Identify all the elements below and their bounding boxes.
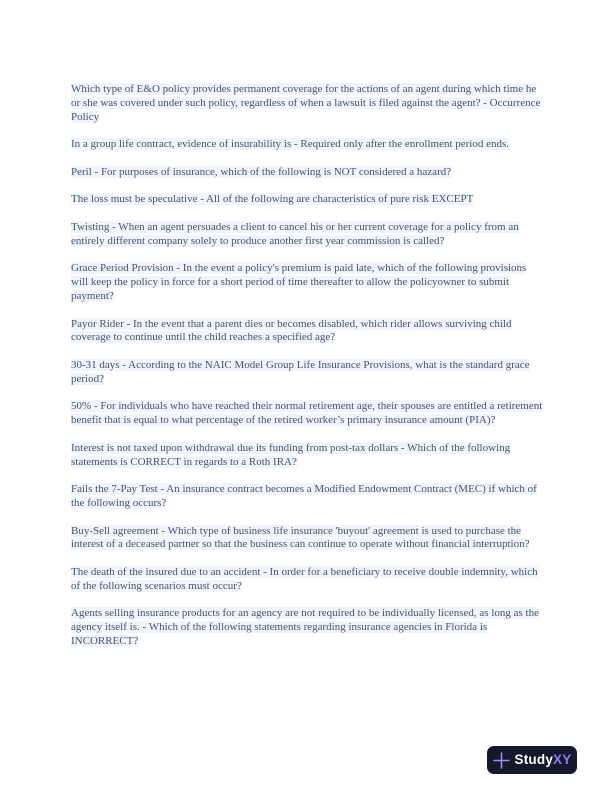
brand-name-suffix: XY [553, 752, 572, 768]
paragraph-text: 30-31 days - According to the NAIC Model Group Life Insurance Provisions, what is the standard grace period? [71, 358, 530, 385]
studyxy-brand-badge [487, 746, 577, 774]
paragraph-text: 50% - For individuals who have reached their normal retirement age, their spouses are entitled a retirement benefit that is equal to what percentage of the retired worker’s primary insurance amount (PIA)? [71, 400, 543, 427]
qa-paragraph [71, 607, 545, 648]
paragraph-text: The loss must be speculative - All of the following are characteristics of pure risk EXCEPT [71, 193, 474, 206]
paragraph-text: Peril - For purposes of insurance, which of the following is NOT considered a hazard? [71, 165, 452, 178]
paragraph-text: Interest is not taxed upon withdrawal due its funding from post-tax dollars - Which of the following statements is CORRECT in regards to a Roth IRA? [71, 441, 511, 468]
qa-paragraph [71, 166, 545, 180]
paragraph-text: Payor Rider - In the event that a parent dies or becomes disabled, which rider allows surviving child coverage to continue until the child reaches a specified age? [71, 317, 512, 344]
brand-name [515, 753, 572, 767]
qa-paragraph [71, 262, 545, 303]
qa-paragraph [71, 83, 545, 124]
qa-paragraph [71, 566, 545, 594]
qa-paragraph [71, 221, 545, 249]
document-content [71, 83, 545, 662]
brand-name-prefix: Study [514, 752, 554, 768]
qa-paragraph [71, 442, 545, 470]
paragraph-text: Twisting - When an agent persuades a client to cancel his or her current coverage for a policy from an entirely different company solely to produce another first year commission is called? [71, 220, 519, 247]
paragraph-text: Buy-Sell agreement - Which type of business life insurance 'buyout' agreement is used to purchase the interest of a deceased partner so that the business can continue to operate without financial interruption? [71, 524, 530, 551]
plus-icon [493, 752, 510, 769]
qa-paragraph [71, 138, 545, 152]
qa-paragraph [71, 359, 545, 387]
paragraph-text: In a group life contract, evidence of insurability is - Required only after the enrollment period ends. [71, 138, 510, 151]
qa-paragraph [71, 483, 545, 511]
paragraph-text: Fails the 7-Pay Test - An insurance contract becomes a Modified Endowment Contract (MEC) if which of the following occurs? [71, 483, 537, 509]
paragraph-text: The death of the insured due to an accident - In order for a beneficiary to receive double indemnity, which of the following scenarios must occur? [71, 565, 538, 592]
qa-paragraph [71, 400, 545, 428]
paragraph-text: Grace Period Provision - In the event a policy's premium is paid late, which of the following provisions will keep the policy in force for a short period of time thereafter to allow the policyowner to submit payment? [71, 262, 527, 302]
qa-paragraph [71, 318, 545, 346]
paragraph-text: Which type of E&O policy provides permanent coverage for the actions of an agent during which time he or she was covered under such policy, regardless of when a lawsuit is filed against the agent? - Occurrence Policy [71, 83, 541, 123]
qa-paragraph [71, 525, 545, 553]
qa-paragraph [71, 193, 545, 207]
paragraph-text: Agents selling insurance products for an agency are not required to be individually licensed, as long as the agency itself is. - Which of the following statements regarding insurance agencies in Florida is INCORRECT? [71, 607, 539, 647]
